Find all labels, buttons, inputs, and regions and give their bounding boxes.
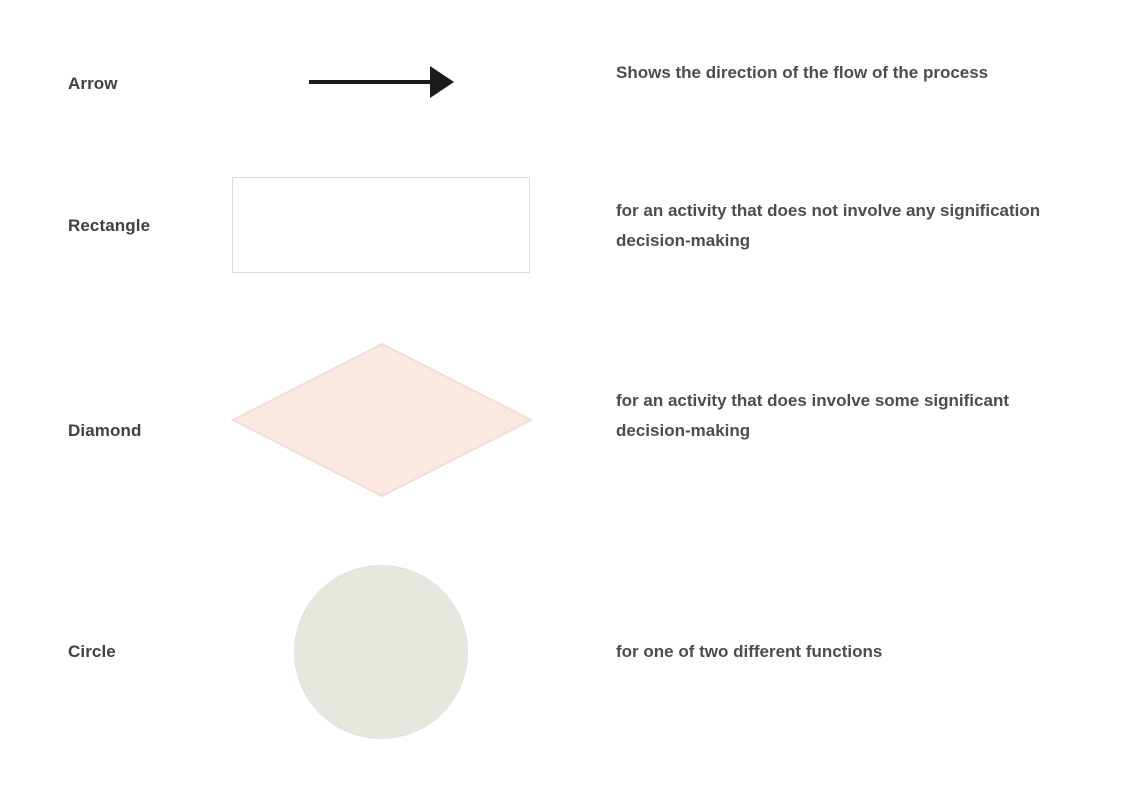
rectangle-shape — [232, 177, 530, 273]
legend-row-diamond — [0, 326, 1134, 546]
legend-label-rectangle: Rectangle — [68, 216, 151, 235]
legend-row-circle — [0, 546, 1134, 800]
diamond-shape — [232, 343, 532, 497]
legend-description-rectangle: for an activity that does not involve any signification decision-making — [616, 201, 1041, 250]
legend-description-arrow: Shows the direction of the flow of the process — [616, 63, 989, 82]
legend-row-rectangle — [0, 166, 1134, 326]
legend-row-arrow — [0, 0, 1134, 166]
arrow-shape — [309, 62, 459, 102]
legend-description-circle: for one of two different functions — [616, 642, 883, 661]
legend-label-arrow: Arrow — [68, 74, 118, 93]
legend-label-circle: Circle — [68, 642, 116, 661]
legend-description-diamond: for an activity that does involve some significant decision-making — [616, 391, 1009, 440]
arrow-head-icon — [430, 66, 454, 98]
legend-label-diamond: Diamond — [68, 421, 142, 440]
arrow-line — [309, 80, 439, 84]
circle-shape — [294, 565, 468, 739]
